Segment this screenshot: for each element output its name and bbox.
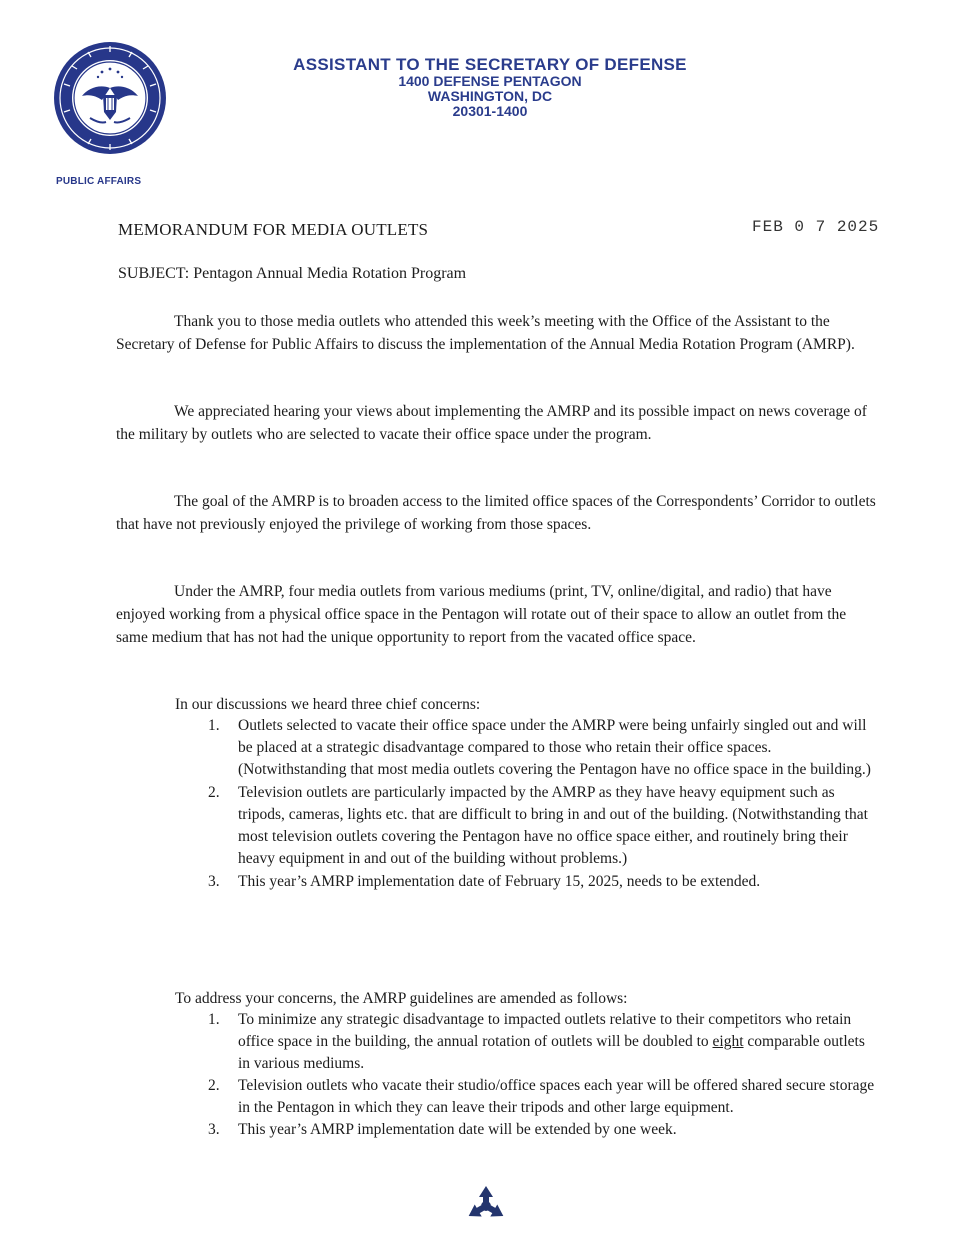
date-stamp: FEB 0 7 2025 — [752, 218, 880, 236]
list-text: This year’s AMRP implementation date of February 15, 2025, needs to be extended. — [238, 873, 761, 890]
public-affairs-label: PUBLIC AFFAIRS — [56, 176, 142, 187]
paragraph-3: The goal of the AMRP is to broaden access to the limited office spaces of the Correspondents’ Corridor to outlets that have not previously enjoyed the privilege of working from those spaces. — [116, 493, 876, 533]
list-number: 2. — [208, 784, 220, 801]
list-item — [208, 715, 876, 781]
letterhead-address-1: 1400 DEFENSE PENTAGON — [398, 73, 582, 89]
letterhead-address-3: 20301-1400 — [452, 103, 528, 119]
paragraph-1: Thank you to those media outlets who attended this week’s meeting with the Office of the Assistant to the Secretary of Defense for Public Affairs to discuss the implementation of the Annual Media Rotation Program (AMRP). — [116, 313, 855, 353]
list-text: Television outlets are particularly impacted by the AMRP as they have heavy equipment such as tripods, cameras, lights etc. that are difficult to bring in and out of the building. (Notwithstanding that most television outlets covering the Pentagon have no office space either, and routinely bring their heavy equipment in and out of the building without problems.) — [238, 784, 868, 867]
amendments-intro: To address your concerns, the AMRP guidelines are amended as follows: — [175, 990, 628, 1007]
list-item — [208, 1075, 876, 1119]
recycle-icon — [462, 1182, 510, 1230]
list-item — [208, 782, 876, 870]
letterhead — [240, 56, 740, 119]
list-text — [238, 1009, 876, 1075]
memo-recipient: MEMORANDUM FOR MEDIA OUTLETS — [118, 220, 429, 239]
list-text: Television outlets who vacate their studio/office spaces each year will be offered shared secure storage in the Pentagon in which they can leave their tripods and other large equipment. — [238, 1077, 875, 1116]
concerns-list — [208, 715, 876, 894]
list-number: 3. — [208, 873, 220, 890]
list-item — [208, 1009, 876, 1075]
emphasized-word: eight — [712, 1033, 744, 1050]
list-text: Outlets selected to vacate their office space under the AMRP were being unfairly singled out and will be placed at a strategic disadvantage compared to those who retain their office spaces. (Notwithstanding that most media outlets covering the Pentagon have no office space in the building.) — [238, 717, 871, 778]
list-number: 1. — [208, 717, 220, 734]
list-text-part: comparable outlets in various mediums. — [238, 1033, 865, 1072]
list-item — [208, 1119, 876, 1141]
concerns-intro: In our discussions we heard three chief concerns: — [175, 696, 481, 713]
memo-subject: SUBJECT: Pentagon Annual Media Rotation Program — [118, 265, 467, 282]
letterhead-address-2: WASHINGTON, DC — [427, 88, 553, 104]
list-number: 2. — [208, 1077, 220, 1094]
letterhead-title: ASSISTANT TO THE SECRETARY OF DEFENSE — [293, 55, 687, 74]
list-number: 1. — [208, 1011, 220, 1028]
paragraph-4: Under the AMRP, four media outlets from various mediums (print, TV, online/digital, and radio) that have enjoyed working from a physical office space in the Pentagon will rotate out of their space to allow an outlet from the same medium that has not had the unique opportunity to report from the vacated office space. — [116, 583, 847, 646]
list-text-part: To minimize any strategic disadvantage to impacted outlets relative to their competitors who retain office space in the building, the annual rotation of outlets will be doubled to — [238, 1011, 852, 1050]
paragraph-2: We appreciated hearing your views about implementing the AMRP and its possible impact on news coverage of the military by outlets who are selected to vacate their office space under the program. — [116, 403, 867, 443]
amendments-list — [208, 1009, 876, 1141]
dod-seal — [52, 40, 168, 156]
list-number: 3. — [208, 1121, 220, 1138]
list-item — [208, 871, 876, 893]
list-text: This year’s AMRP implementation date will be extended by one week. — [238, 1121, 677, 1138]
